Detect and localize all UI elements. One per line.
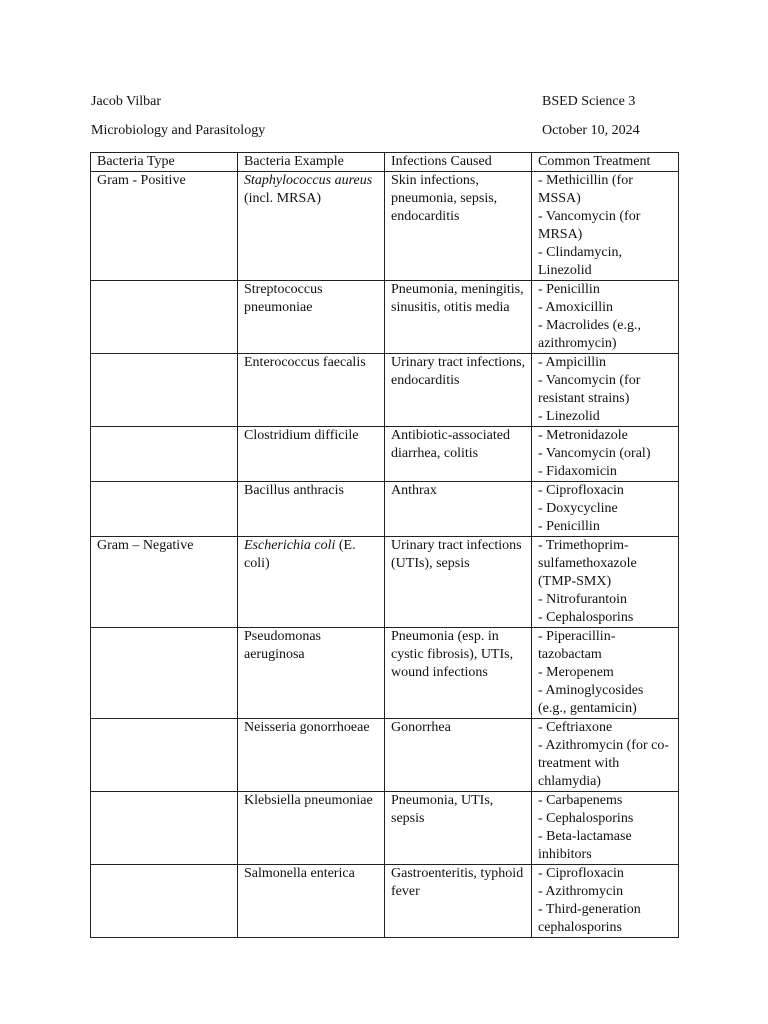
bacteria-type-cell <box>91 427 238 482</box>
program-label: BSED Science 3 <box>542 94 636 109</box>
treatment-cell: - Ciprofloxacin - Doxycycline - Penicillin <box>532 482 679 537</box>
infections-cell: Antibiotic-associated diarrhea, colitis <box>385 427 532 482</box>
infections-cell: Anthrax <box>385 482 532 537</box>
column-header: Bacteria Example <box>238 153 385 172</box>
species-note: (incl. MRSA) <box>244 191 321 206</box>
course-title: Microbiology and Parasitology <box>91 123 266 138</box>
author-name: Jacob Vilbar <box>91 94 162 109</box>
infections-cell: Pneumonia, meningitis, sinusitis, otitis media <box>385 281 532 354</box>
column-header: Common Treatment <box>532 153 679 172</box>
treatment-cell: - Penicillin - Amoxicillin - Macrolides (e.g., azithromycin) <box>532 281 679 354</box>
treatment-cell: - Methicillin (for MSSA) - Vancomycin (for MRSA) - Clindamycin, Linezolid <box>532 172 679 281</box>
treatment-cell: - Metronidazole - Vancomycin (oral) - Fidaxomicin <box>532 427 679 482</box>
bacteria-example-cell: Streptococcus pneumoniae <box>238 281 385 354</box>
treatment-cell: - Ceftriaxone - Azithromycin (for co-treatment with chlamydia) <box>532 719 679 792</box>
treatment-cell: - Piperacillin-tazobactam - Meropenem - Aminoglycosides (e.g., gentamicin) <box>532 628 679 719</box>
bacteria-example-cell: Klebsiella pneumoniae <box>238 792 385 865</box>
infections-cell: Urinary tract infections, endocarditis <box>385 354 532 427</box>
table-row <box>91 172 679 281</box>
treatment-cell: - Ampicillin - Vancomycin (for resistant strains) - Linezolid <box>532 354 679 427</box>
table-row <box>91 427 679 482</box>
bacteria-example-cell: Neisseria gonorrhoeae <box>238 719 385 792</box>
infections-cell: Gastroenteritis, typhoid fever <box>385 865 532 938</box>
bacteria-type-cell <box>91 354 238 427</box>
infections-cell: Pneumonia, UTIs, sepsis <box>385 792 532 865</box>
infections-cell: Pneumonia (esp. in cystic fibrosis), UTIs, wound infections <box>385 628 532 719</box>
bacteria-type-cell: Gram - Positive <box>91 172 238 281</box>
bacteria-example-cell: Pseudomonas aeruginosa <box>238 628 385 719</box>
bacteria-type-cell <box>91 482 238 537</box>
bacteria-example-cell <box>238 537 385 628</box>
bacteria-example-cell: Bacillus anthracis <box>238 482 385 537</box>
infections-cell: Skin infections, pneumonia, sepsis, endocarditis <box>385 172 532 281</box>
bacteria-example-cell <box>238 172 385 281</box>
bacteria-type-cell <box>91 865 238 938</box>
bacteria-example-cell: Salmonella enterica <box>238 865 385 938</box>
table-row <box>91 537 679 628</box>
bacteria-example-cell: Enterococcus faecalis <box>238 354 385 427</box>
column-header: Bacteria Type <box>91 153 238 172</box>
table-row <box>91 792 679 865</box>
treatment-cell: - Trimethoprim-sulfamethoxazole (TMP-SMX) - Nitrofurantoin - Cephalosporins <box>532 537 679 628</box>
infections-cell: Gonorrhea <box>385 719 532 792</box>
treatment-cell: - Ciprofloxacin - Azithromycin - Third-generation cephalosporins <box>532 865 679 938</box>
bacteria-type-cell <box>91 792 238 865</box>
bacteria-type-cell <box>91 281 238 354</box>
infections-cell: Urinary tract infections (UTIs), sepsis <box>385 537 532 628</box>
bacteria-type-cell: Gram – Negative <box>91 537 238 628</box>
table-row <box>91 354 679 427</box>
table-header-row <box>91 153 679 172</box>
species-name: Staphylococcus aureus <box>244 173 373 188</box>
bacteria-example-cell: Clostridium difficile <box>238 427 385 482</box>
treatment-cell: - Carbapenems - Cephalosporins - Beta-lactamase inhibitors <box>532 792 679 865</box>
document-date: October 10, 2024 <box>542 123 640 138</box>
table-row <box>91 482 679 537</box>
table-row <box>91 628 679 719</box>
table-row <box>91 865 679 938</box>
species-name: Escherichia coli <box>244 538 336 553</box>
bacteria-type-cell <box>91 719 238 792</box>
bacteria-type-cell <box>91 628 238 719</box>
bacteria-table <box>90 152 679 938</box>
table-row <box>91 281 679 354</box>
column-header: Infections Caused <box>385 153 532 172</box>
table-row <box>91 719 679 792</box>
species-note: (E. coli) <box>244 538 356 571</box>
